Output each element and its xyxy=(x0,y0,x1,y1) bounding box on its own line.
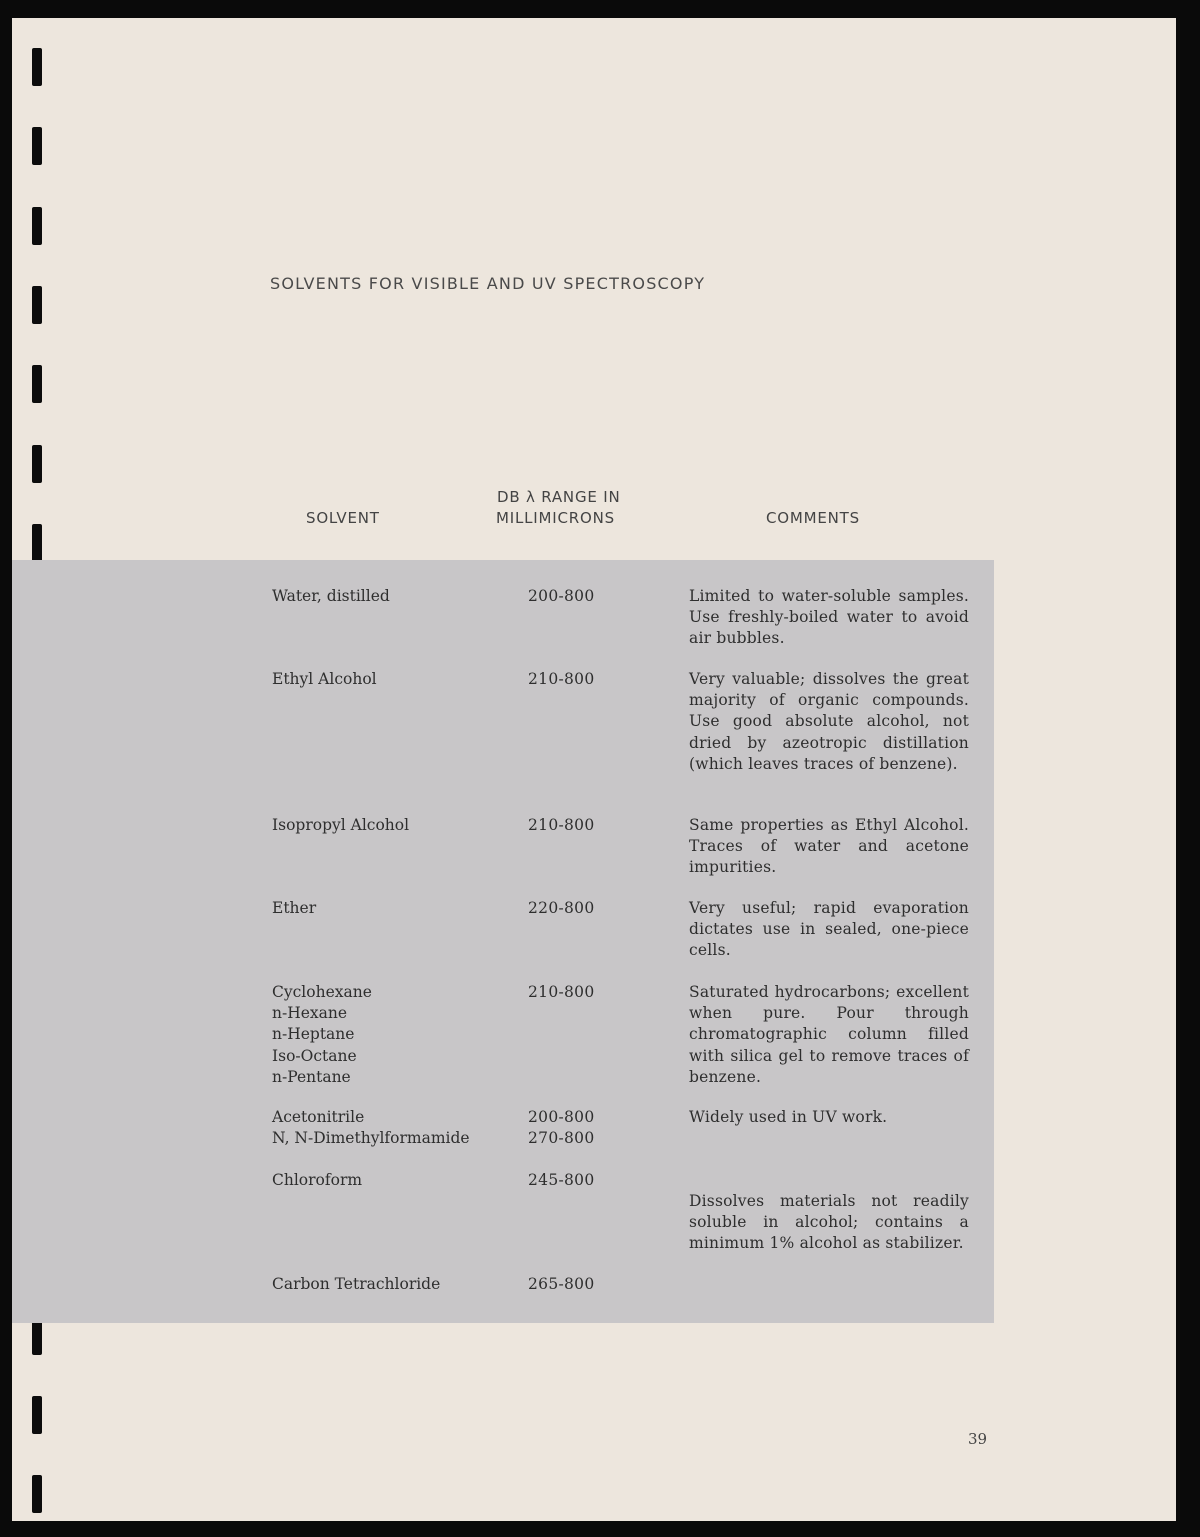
solvent-comment: Same properties as Ethyl Alcohol. Traces of water and acetone impurities. xyxy=(689,816,969,877)
solvent-comment: Saturated hydrocarbons; excellent when pure. Pour through chromatographic column filled with silica gel to remove traces of benzene. xyxy=(689,983,969,1086)
solvent-comment: Very useful; rapid evaporation dictates use in sealed, one-piece cells. xyxy=(689,899,969,960)
header-range-line2: MILLIMICRONS xyxy=(496,509,615,527)
solvent-name: Chloroform xyxy=(272,1171,363,1189)
solvent-range: 210-800 xyxy=(528,816,595,834)
header-range xyxy=(496,487,620,529)
solvent-range: 210-800 xyxy=(528,983,595,1001)
solvent-comment: Very valuable; dissolves the great majority of organic compounds. Use good absolute alcohol, not dried by azeotropic distillation (which leaves traces of benzene). xyxy=(689,670,969,773)
binding-hole xyxy=(32,1396,42,1434)
solvent-comment: Dissolves materials not readily soluble in alcohol; contains a minimum 1% alcohol as stabilizer. xyxy=(689,1192,969,1253)
binding-hole xyxy=(32,127,42,165)
solvent-range: 210-800 xyxy=(528,670,595,688)
solvent-range: 200-800 xyxy=(528,587,595,605)
header-range-line1: DB λ RANGE IN xyxy=(497,488,621,506)
solvent-range: 200-800 270-800 xyxy=(528,1108,595,1148)
binding-hole xyxy=(32,445,42,483)
solvent-name: Ethyl Alcohol xyxy=(272,670,377,688)
header-solvent: SOLVENT xyxy=(306,509,380,527)
page-title: SOLVENTS FOR VISIBLE AND UV SPECTROSCOPY xyxy=(270,274,706,293)
solvent-comment: Limited to water-soluble samples. Use freshly-boiled water to avoid air bubbles. xyxy=(689,587,969,648)
header-comments: COMMENTS xyxy=(766,509,860,527)
binding-hole xyxy=(32,365,42,403)
solvent-name: Ether xyxy=(272,899,317,917)
solvent-name: Carbon Tetrachloride xyxy=(272,1275,441,1293)
binding-hole xyxy=(32,48,42,86)
binding-hole xyxy=(32,207,42,245)
solvent-range: 265-800 xyxy=(528,1275,595,1293)
document-page xyxy=(12,18,1176,1521)
solvent-range: 245-800 xyxy=(528,1171,595,1189)
solvent-name: Isopropyl Alcohol xyxy=(272,816,410,834)
page-number: 39 xyxy=(968,1430,988,1448)
binding-hole xyxy=(32,286,42,324)
binding-hole xyxy=(32,524,42,562)
solvent-name: Water, distilled xyxy=(272,587,390,605)
solvent-name: Cyclohexane n-Hexane n-Heptane Iso-Octane n-Pentane xyxy=(272,983,372,1086)
solvent-comment: Widely used in UV work. xyxy=(689,1108,888,1126)
binding-hole xyxy=(32,1475,42,1513)
solvent-name: Acetonitrile N, N-Dimethylformamide xyxy=(272,1108,470,1148)
solvent-range: 220-800 xyxy=(528,899,595,917)
